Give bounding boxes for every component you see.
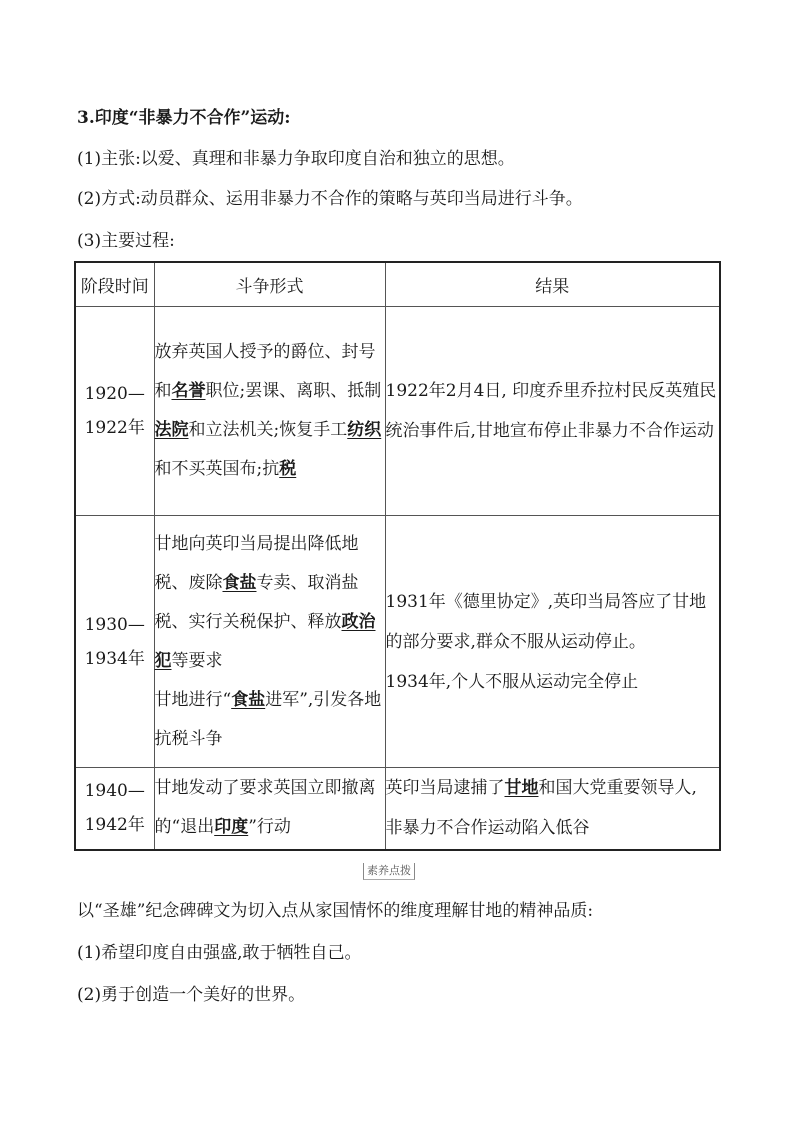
table-row: [75, 307, 720, 516]
process-table: [74, 261, 721, 851]
section-tag: 素养点拨: [363, 863, 415, 880]
text-run: 进军”,引发各地抗税斗争: [154, 689, 382, 749]
point-process: (3)主要过程:: [77, 231, 175, 251]
header-form: 斗争形式: [154, 262, 385, 307]
text-run: 放弃英国人授予的爵位、封号和: [154, 342, 376, 401]
text-run: 英印当局逮捕了: [385, 778, 505, 799]
row-form: [154, 307, 385, 516]
text-run: 甘地进行“: [154, 689, 232, 710]
text-run: 专卖、取消盐税、实行关税保护、释放: [154, 572, 359, 632]
result-text: 1931年《德里协定》,英印当局答应了甘地的部分要求,群众不服从运动停止。: [385, 591, 707, 652]
table-row: [75, 516, 720, 768]
text-run: 职位;罢课、离职、抵制: [205, 381, 382, 401]
summary-item: (2)勇于创造一个美好的世界。: [77, 985, 306, 1005]
keyword: 税: [279, 459, 297, 479]
text-run: ”行动: [248, 817, 291, 838]
row-form: [154, 516, 385, 768]
summary-item: (1)希望印度自由强盛,敢于牺牲自己。: [77, 943, 362, 963]
summary-intro: 以“圣雄”纪念碑碑文为切入点从家国情怀的维度理解甘地的精神品质:: [77, 901, 594, 921]
keyword: 政治犯: [154, 611, 376, 671]
text-run: 和立法机关;恢复手工: [188, 420, 348, 440]
keyword: 食盐: [222, 572, 257, 593]
row-form: [154, 768, 385, 850]
row-time: 1930—1934年: [75, 516, 154, 768]
row-result: [385, 307, 720, 516]
keyword: 甘地: [504, 778, 539, 799]
row-result: [385, 768, 720, 850]
text-run: 甘地发动了要求英国立即撤离的“退出: [154, 778, 376, 838]
table-row: [75, 768, 720, 850]
result-text: 1934年,个人不服从运动完全停止: [385, 671, 639, 692]
row-time: 1920—1922年: [75, 307, 154, 516]
text-run: 和国大党重要领导人, 非暴力不合作运动陷入低谷: [385, 778, 697, 839]
keyword: 法院: [154, 420, 189, 440]
section-heading: 3.印度“非暴力不合作”运动:: [77, 108, 291, 128]
header-time: 阶段时间: [75, 262, 154, 307]
text-run: 等要求: [171, 650, 223, 671]
header-result: 结果: [385, 262, 720, 307]
point-claim: (1)主张:以爱、真理和非暴力争取印度自治和独立的思想。: [77, 149, 515, 169]
row-time: 1940—1942年: [75, 768, 154, 850]
keyword: 纺织: [347, 420, 382, 440]
text-run: 和不买英国布;抗: [154, 459, 280, 479]
keyword: 名誉: [171, 381, 206, 401]
point-method: (2)方式:动员群众、运用非暴力不合作的策略与英印当局进行斗争。: [77, 189, 583, 209]
keyword: 食盐: [231, 689, 266, 710]
result-text: 1922年2月4日, 印度乔里乔拉村民反英殖民统治事件后,甘地宣布停止非暴力不合作运动: [385, 381, 717, 441]
row-result: [385, 516, 720, 768]
keyword: 印度: [214, 817, 249, 838]
table-header-row: [75, 262, 720, 307]
text-run: 甘地向英印当局提出降低地税、废除: [154, 533, 359, 593]
